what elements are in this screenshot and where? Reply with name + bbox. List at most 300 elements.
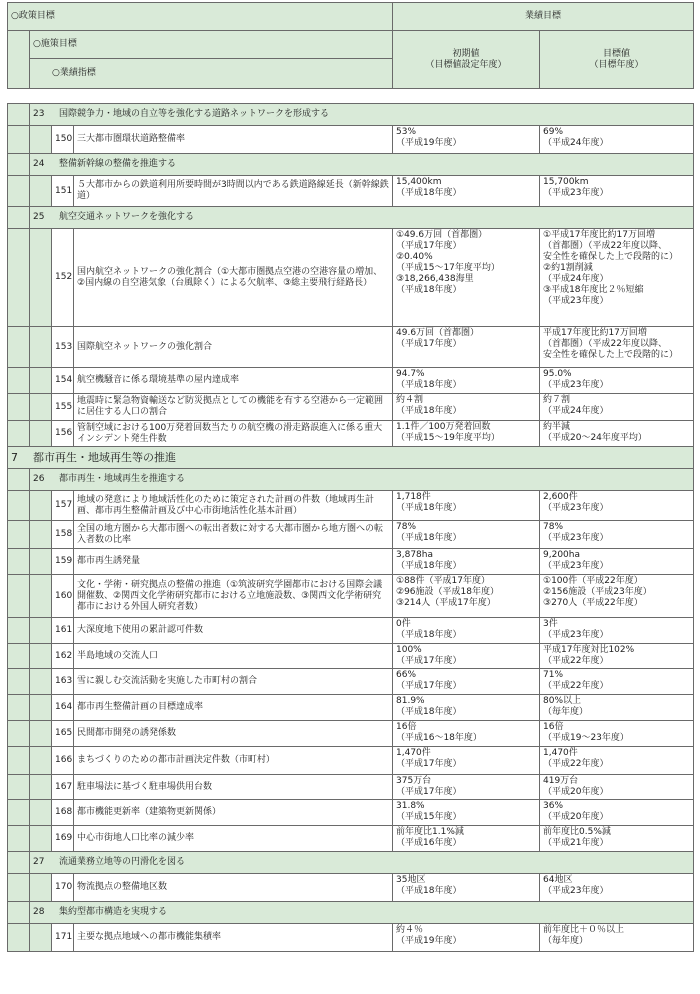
target-value-line: （平成23年度） — [543, 380, 609, 390]
target-value-cell — [540, 695, 694, 721]
indent-cell — [8, 207, 30, 229]
initial-value-cell — [393, 826, 540, 852]
indent-cell — [8, 549, 30, 575]
initial-value-line: （平成18年度） — [396, 380, 462, 390]
target-value-cell — [540, 368, 694, 394]
indicator-row — [8, 394, 694, 421]
indent-cell — [8, 669, 30, 695]
target-value-line: 平成17年度対比102% — [543, 645, 635, 655]
initial-value-line: 1,718件 — [396, 492, 431, 502]
indicator-row — [8, 695, 694, 721]
indicator-number: 155 — [52, 394, 74, 421]
target-value-line: （平成23年度） — [543, 533, 609, 543]
indicator-text: 管制空域における100万発着回数当たりの航空機の滑走路誤進入に係る重大インシデント発生件数 — [74, 421, 393, 447]
initial-value-cell — [393, 229, 540, 327]
target-value-cell — [540, 924, 694, 952]
target-value-line: 78% — [543, 522, 564, 532]
initial-value-line: （平成17年度） — [396, 339, 462, 349]
target-value-line: （平成23年度） — [543, 503, 609, 513]
measure-goal-text: 都市再生・地域再生を推進する — [59, 474, 186, 484]
indicator-row — [8, 669, 694, 695]
initial-value-line: ①49.6万回（首都圏） — [396, 230, 488, 240]
indicator-row — [8, 924, 694, 952]
target-value-cell — [540, 421, 694, 447]
target-value-line: （毎年度） — [543, 936, 589, 946]
target-value-line: 80%以上 — [543, 696, 582, 706]
indicator-row — [8, 874, 694, 902]
target-value-cell — [540, 394, 694, 421]
indent-cell — [30, 421, 52, 447]
indicator-row — [8, 521, 694, 549]
indicator-text: 全国の地方圏から大都市圏への転出者数に対する大都市圏から地方圏への転入者数の比率 — [74, 521, 393, 549]
initial-value-line: 前年度比1.1%減 — [396, 827, 464, 837]
indent-cell — [8, 924, 30, 952]
target-value-cell — [540, 775, 694, 800]
indent-cell — [8, 368, 30, 394]
indicator-text: 都市再生整備計画の目標達成率 — [74, 695, 393, 721]
initial-value-line: 約４割 — [396, 395, 424, 405]
initial-value-line: （平成19年度） — [396, 936, 462, 946]
indicator-text: 国内航空ネットワークの強化割合（①大都市圏拠点空港の空港容量の増加、②国内線の自空港気象（台風除く）による欠航率、③総主要飛行経路長） — [74, 229, 393, 327]
initial-value-cell — [393, 695, 540, 721]
indicator-text: 半島地域の交流人口 — [74, 644, 393, 669]
measure-goal-row — [8, 104, 694, 126]
indent-cell — [30, 575, 52, 618]
indicator-text: 駐車場法に基づく駐車場供用台数 — [74, 775, 393, 800]
target-value-line: ①100件（平成22年度） — [543, 576, 643, 586]
indent-cell — [30, 491, 52, 521]
indicator-row — [8, 721, 694, 747]
indent-cell — [30, 644, 52, 669]
initial-value-line: （平成17年度） — [396, 681, 462, 691]
initial-value-cell — [393, 874, 540, 902]
indent-cell — [30, 695, 52, 721]
target-value-line: 安全性を確保した上で段階的に） — [543, 350, 679, 360]
initial-value-line: 0件 — [396, 619, 411, 629]
initial-value-line: （平成17年度） — [396, 787, 462, 797]
target-value-label: 目標値 — [603, 48, 631, 59]
target-value-line: 64地区 — [543, 875, 573, 885]
indicator-text: 都市再生誘発量 — [74, 549, 393, 575]
indicator-text: 中心市街地人口比率の減少率 — [74, 826, 393, 852]
initial-value-line: （平成17年度） — [396, 759, 462, 769]
target-value-line: （首都圏）（平成22年度以降、 — [543, 339, 667, 349]
initial-value-line: 3,878ha — [396, 550, 433, 560]
target-value-line: （平成24年度） — [543, 406, 609, 416]
initial-value-line: 35地区 — [396, 875, 426, 885]
initial-value-line: 66% — [396, 670, 417, 680]
initial-value-cell — [393, 549, 540, 575]
indent-cell — [8, 747, 30, 775]
measure-goal-row — [8, 852, 694, 874]
initial-value-line: （平成19年度） — [396, 138, 462, 148]
indicator-text: 三大都市圏環状道路整備率 — [74, 126, 393, 154]
initial-value-line: ①88件（平成17年度） — [396, 576, 490, 586]
target-value-cell — [540, 618, 694, 644]
target-value-cell — [540, 800, 694, 826]
initial-value-cell — [393, 800, 540, 826]
initial-value-label: 初期値 — [452, 48, 480, 59]
indent-cell — [8, 826, 30, 852]
indicator-number: 171 — [52, 924, 74, 952]
target-value-cell — [540, 575, 694, 618]
target-value-sublabel: （目標年度） — [589, 59, 644, 70]
target-value-line: ③平成18年度比２％短縮 — [543, 285, 644, 295]
indicator-row — [8, 775, 694, 800]
target-value-line: （平成20年度） — [543, 812, 609, 822]
indent-cell — [8, 644, 30, 669]
initial-value-line: （平成18年度） — [396, 503, 462, 513]
performance-indicator-header: ○業績指標 — [30, 59, 393, 89]
indicator-number: 163 — [52, 669, 74, 695]
initial-value-cell — [393, 521, 540, 549]
initial-value-line: 1.1件／100万発着回数 — [396, 422, 491, 432]
initial-value-line: （平成15～17年度平均） — [396, 263, 500, 273]
target-value-line: 71% — [543, 670, 564, 680]
indent-cell — [30, 394, 52, 421]
target-value-line: 約７割 — [543, 395, 571, 405]
initial-value-line: 100% — [396, 645, 422, 655]
measure-goal-number: 25 — [33, 212, 45, 222]
indicator-text: 地域の発意により地域活性化のために策定された計画の件数（地域再生計画、都市再生整備計画及び中心市街地活性化基本計画） — [74, 491, 393, 521]
measure-goal-number: 27 — [33, 857, 45, 867]
target-value-line: ②約1割削減 — [543, 263, 593, 273]
target-value-line: 3件 — [543, 619, 558, 629]
indent-cell — [30, 669, 52, 695]
initial-value-line: ②0.40% — [396, 252, 433, 262]
target-value-cell — [540, 747, 694, 775]
indent-cell — [8, 394, 30, 421]
indicator-number: 154 — [52, 368, 74, 394]
initial-value-line: （平成17年度） — [396, 656, 462, 666]
indent-cell — [30, 126, 52, 154]
indicator-number: 164 — [52, 695, 74, 721]
indent-cell — [8, 695, 30, 721]
target-value-cell — [540, 549, 694, 575]
initial-value-cell — [393, 126, 540, 154]
indicator-number: 157 — [52, 491, 74, 521]
target-value-header — [540, 31, 694, 89]
measure-goal-header: ○施策目標 — [30, 31, 393, 59]
target-value-cell — [540, 669, 694, 695]
indent-cell — [8, 327, 30, 368]
indent-cell — [30, 618, 52, 644]
target-value-line: 69% — [543, 127, 564, 137]
initial-value-header — [393, 31, 540, 89]
target-value-line: 16倍 — [543, 722, 564, 732]
initial-value-line: 53% — [396, 127, 417, 137]
indicator-number: 152 — [52, 229, 74, 327]
initial-value-cell — [393, 618, 540, 644]
initial-value-line: （平成18年度） — [396, 533, 462, 543]
indicator-text: 雪に親しむ交流活動を実施した市町村の割合 — [74, 669, 393, 695]
initial-value-cell — [393, 575, 540, 618]
initial-value-cell — [393, 176, 540, 207]
measure-goal-row — [8, 469, 694, 491]
indicator-row — [8, 327, 694, 368]
target-value-cell — [540, 126, 694, 154]
measure-goal-text: 国際競争力・地域の自立等を強化する道路ネットワークを形成する — [59, 109, 330, 119]
indicator-text: 民間都市開発の誘発係数 — [74, 721, 393, 747]
indicator-number: 168 — [52, 800, 74, 826]
target-value-line: （平成23年度） — [543, 188, 609, 198]
target-value-line: （平成23年度） — [543, 630, 609, 640]
initial-value-line: 15,400km — [396, 177, 442, 187]
target-value-line: （平成23年度） — [543, 886, 609, 896]
indent-cell — [30, 747, 52, 775]
indicator-number: 165 — [52, 721, 74, 747]
initial-value-line: 16倍 — [396, 722, 417, 732]
indicator-row — [8, 126, 694, 154]
target-value-line: 2,600件 — [543, 492, 578, 502]
target-value-cell — [540, 644, 694, 669]
policy-goal-header: ○政策目標 — [8, 3, 393, 31]
indent-cell — [8, 902, 30, 924]
indent-cell — [30, 826, 52, 852]
indent-cell — [8, 491, 30, 521]
initial-value-line: （平成18年度） — [396, 188, 462, 198]
initial-value-line: 約４％ — [396, 925, 424, 935]
indent-cell — [30, 521, 52, 549]
indent-cell — [8, 852, 30, 874]
indicator-row — [8, 176, 694, 207]
target-value-line: （平成24年度） — [543, 274, 609, 284]
indent-cell — [30, 229, 52, 327]
indicator-number: 158 — [52, 521, 74, 549]
initial-value-cell — [393, 368, 540, 394]
indicator-number: 156 — [52, 421, 74, 447]
indicator-row — [8, 491, 694, 521]
policy-section-title — [8, 447, 694, 469]
initial-value-line: （平成18年度） — [396, 406, 462, 416]
indent-cell — [8, 575, 30, 618]
initial-value-cell — [393, 644, 540, 669]
measure-goal-number: 23 — [33, 109, 45, 119]
initial-value-cell — [393, 747, 540, 775]
measure-goal-title — [30, 104, 694, 126]
indicator-text: 地震時に緊急物資輸送など防災拠点としての機能を有する空港から一定範囲に居住する人口の割合 — [74, 394, 393, 421]
indent-cell — [30, 775, 52, 800]
target-value-line: （首都圏）（平成22年度以降、 — [543, 241, 667, 251]
indicator-number: 161 — [52, 618, 74, 644]
measure-goal-title — [30, 852, 694, 874]
indent-cell — [8, 775, 30, 800]
target-value-line: （平成22年度） — [543, 759, 609, 769]
indent-cell — [8, 721, 30, 747]
target-value-cell — [540, 176, 694, 207]
target-value-cell — [540, 521, 694, 549]
indicator-row — [8, 800, 694, 826]
indent-cell — [8, 154, 30, 176]
target-value-line: 95.0% — [543, 369, 572, 379]
target-value-cell — [540, 874, 694, 902]
indicator-text: 文化・学術・研究拠点の整備の推進（①筑波研究学園都市における国際会議開催数、②関西文化学術研究都市における立地施設数、③関西文化学術研究都市における外国人研究者数） — [74, 575, 393, 618]
indicator-number: 162 — [52, 644, 74, 669]
measure-goal-row — [8, 902, 694, 924]
indicator-number: 170 — [52, 874, 74, 902]
target-value-line: （平成19～23年度） — [543, 733, 629, 743]
target-value-line: 安全性を確保した上で段階的に） — [543, 252, 679, 262]
initial-value-line: （平成15年度） — [396, 812, 462, 822]
indicator-row — [8, 549, 694, 575]
initial-value-line: （平成18年度） — [396, 707, 462, 717]
initial-value-cell — [393, 669, 540, 695]
initial-value-line: ③18,266,438海里 — [396, 274, 474, 284]
target-value-cell — [540, 826, 694, 852]
initial-value-cell — [393, 721, 540, 747]
measure-goal-text: 整備新幹線の整備を推進する — [59, 159, 177, 169]
initial-value-cell — [393, 394, 540, 421]
initial-value-line: （平成16～18年度） — [396, 733, 482, 743]
indicator-row — [8, 421, 694, 447]
performance-goal-header: 業績目標 — [393, 3, 694, 31]
indent-cell — [8, 104, 30, 126]
measure-goal-number: 28 — [33, 907, 45, 917]
indicator-text: 航空機騒音に係る環境基準の屋内達成率 — [74, 368, 393, 394]
indent-cell — [30, 721, 52, 747]
initial-value-line: 49.6万回（首都圏） — [396, 328, 480, 338]
initial-value-cell — [393, 327, 540, 368]
indicator-row — [8, 644, 694, 669]
measure-goal-row — [8, 207, 694, 229]
measure-goal-text: 流通業務立地等の円滑化を図る — [59, 857, 186, 867]
target-value-line: 平成17年度比約17万回増 — [543, 328, 647, 338]
initial-value-cell — [393, 775, 540, 800]
indent-cell — [8, 618, 30, 644]
initial-value-line: 81.9% — [396, 696, 425, 706]
target-value-line: （平成23年度） — [543, 296, 609, 306]
indicator-row — [8, 368, 694, 394]
indicator-text: 都市機能更新率（建築物更新関係） — [74, 800, 393, 826]
indicator-number: 151 — [52, 176, 74, 207]
target-value-line: 約半減 — [543, 422, 571, 432]
target-value-cell — [540, 721, 694, 747]
initial-value-cell — [393, 421, 540, 447]
indicator-table — [7, 103, 694, 952]
target-value-line: 前年度比0.5%減 — [543, 827, 611, 837]
indent-cell — [8, 800, 30, 826]
indent-cell — [8, 874, 30, 902]
initial-value-line: ③214人（平成17年度） — [396, 598, 496, 608]
measure-goal-row — [8, 154, 694, 176]
indicator-text: まちづくりのための都市計画決定件数（市町村） — [74, 747, 393, 775]
target-value-line: （平成22年度） — [543, 656, 609, 666]
indent-cell — [8, 176, 30, 207]
target-value-cell — [540, 491, 694, 521]
indicator-text: 物流拠点の整備地区数 — [74, 874, 393, 902]
target-value-line: （平成20～24年度平均） — [543, 433, 647, 443]
policy-section-row — [8, 447, 694, 469]
target-value-line: 1,470件 — [543, 748, 578, 758]
indicator-number: 150 — [52, 126, 74, 154]
initial-value-line: （平成16年度） — [396, 838, 462, 848]
indent-cell — [30, 924, 52, 952]
initial-value-line: （平成17年度） — [396, 241, 462, 251]
target-value-line: 9,200ha — [543, 550, 580, 560]
indent-cell — [30, 549, 52, 575]
measure-goal-title — [30, 154, 694, 176]
target-value-line: （平成20年度） — [543, 787, 609, 797]
target-value-cell — [540, 327, 694, 368]
initial-value-line: 1,470件 — [396, 748, 431, 758]
indent-cell — [8, 126, 30, 154]
indent-cell — [8, 521, 30, 549]
measure-goal-number: 24 — [33, 159, 45, 169]
indent-cell — [30, 800, 52, 826]
initial-value-line: （平成18年度） — [396, 630, 462, 640]
target-value-line: 36% — [543, 801, 564, 811]
target-value-line: （平成23年度） — [543, 561, 609, 571]
initial-value-line: （平成18年度） — [396, 285, 462, 295]
initial-value-line: （平成15～19年度平均） — [396, 433, 500, 443]
measure-goal-text: 航空交通ネットワークを強化する — [59, 212, 195, 222]
measure-goal-title — [30, 207, 694, 229]
indicator-number: 169 — [52, 826, 74, 852]
header-spacer — [8, 31, 30, 89]
indicator-row — [8, 575, 694, 618]
initial-value-line: 94.7% — [396, 369, 425, 379]
target-value-line: 419万台 — [543, 776, 579, 786]
indicator-row — [8, 229, 694, 327]
indent-cell — [8, 421, 30, 447]
indicator-number: 153 — [52, 327, 74, 368]
indicator-row — [8, 826, 694, 852]
indicator-text: 主要な拠点地域への都市機能集積率 — [74, 924, 393, 952]
indicator-text: 国際航空ネットワークの強化割合 — [74, 327, 393, 368]
target-value-line: 前年度比＋０％以上 — [543, 925, 625, 935]
initial-value-cell — [393, 491, 540, 521]
indent-cell — [8, 469, 30, 491]
indent-cell — [30, 327, 52, 368]
indicator-number: 160 — [52, 575, 74, 618]
initial-value-line: （平成18年度） — [396, 886, 462, 896]
indent-cell — [8, 229, 30, 327]
initial-value-line: 78% — [396, 522, 417, 532]
target-value-line: 15,700km — [543, 177, 589, 187]
initial-value-sublabel: （目標値設定年度） — [425, 59, 507, 70]
indicator-row — [8, 747, 694, 775]
initial-value-line: 31.8% — [396, 801, 425, 811]
indicator-number: 167 — [52, 775, 74, 800]
initial-value-line: ②96施設（平成18年度） — [396, 587, 499, 597]
measure-goal-number: 26 — [33, 474, 45, 484]
measure-goal-title — [30, 902, 694, 924]
policy-section-text: 都市再生・地域再生等の推進 — [33, 451, 176, 464]
policy-section-number: 7 — [11, 451, 18, 464]
indicator-number: 159 — [52, 549, 74, 575]
target-value-line: （平成22年度） — [543, 681, 609, 691]
header-table — [7, 2, 694, 89]
indicator-text: ５大都市からの鉄道利用所要時間が3時間以内である鉄道路線延長（新幹線鉄道） — [74, 176, 393, 207]
indent-cell — [30, 874, 52, 902]
initial-value-cell — [393, 924, 540, 952]
initial-value-line: （平成18年度） — [396, 561, 462, 571]
target-value-cell — [540, 229, 694, 327]
indicator-text: 大深度地下使用の累計認可件数 — [74, 618, 393, 644]
target-value-line: ①平成17年度比約17万回増 — [543, 230, 655, 240]
measure-goal-text: 集約型都市構造を実現する — [59, 907, 168, 917]
measure-goal-title — [30, 469, 694, 491]
target-value-line: ③270人（平成22年度） — [543, 598, 643, 608]
indicator-number: 166 — [52, 747, 74, 775]
initial-value-line: 375万台 — [396, 776, 432, 786]
target-value-line: ②156施設（平成23年度） — [543, 587, 652, 597]
target-value-line: （平成24年度） — [543, 138, 609, 148]
target-value-line: （平成21年度） — [543, 838, 609, 848]
indicator-row — [8, 618, 694, 644]
target-value-line: （毎年度） — [543, 707, 589, 717]
indent-cell — [30, 176, 52, 207]
